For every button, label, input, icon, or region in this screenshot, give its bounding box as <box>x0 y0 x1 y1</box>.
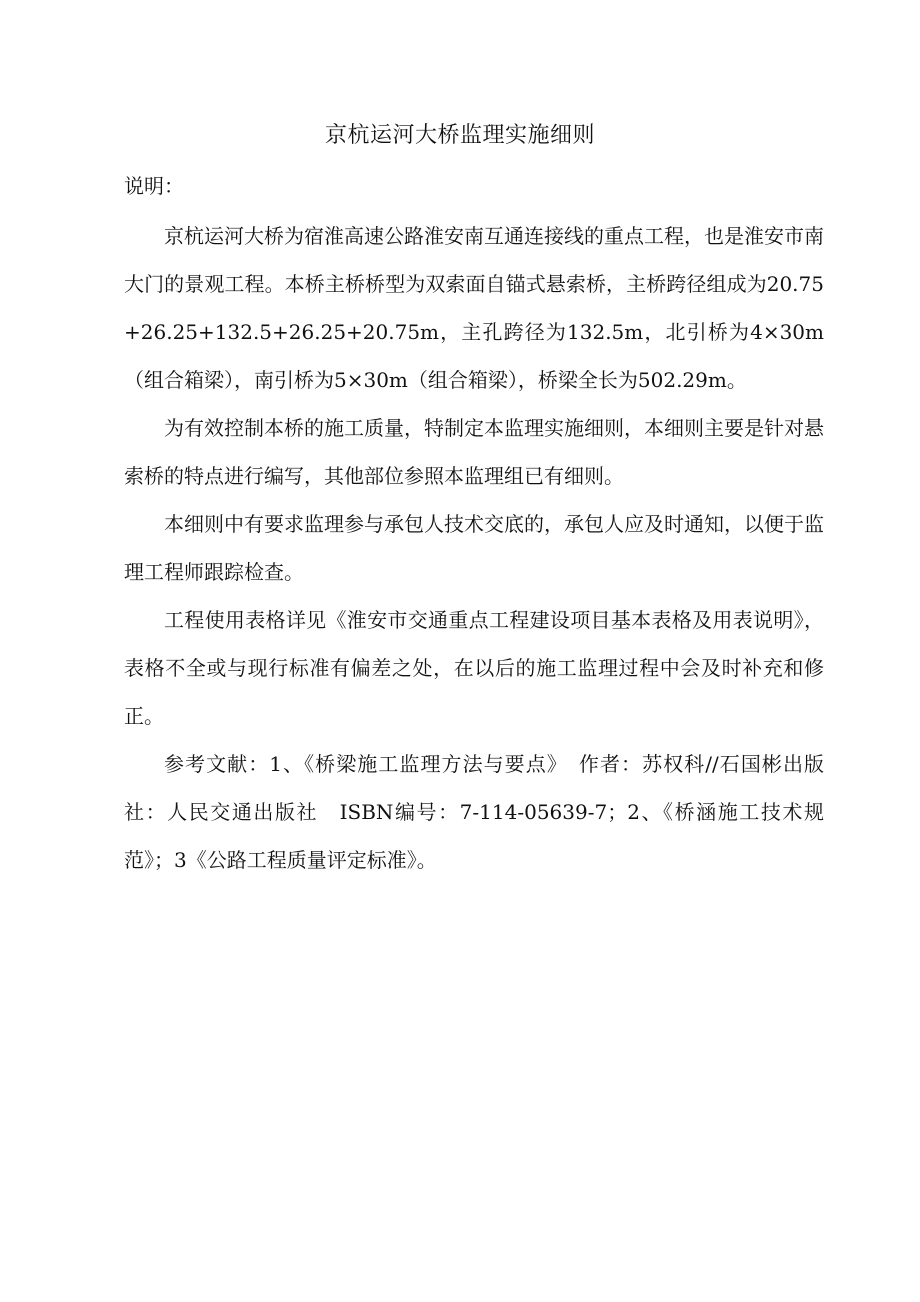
paragraph-forms: 工程使用表格详见《淮安市交通重点工程建设项目基本表格及用表说明》，表格不全或与现行标准有偏差之处，在以后的施工监理过程中会及时补充和修正。 <box>124 608 824 728</box>
paragraph-purpose: 为有效控制本桥的施工质量，特制定本监理实施细则，本细则主要是针对悬索桥的特点进行编写，其他部位参照本监理组已有细则。 <box>124 416 824 488</box>
paragraph-notification: 本细则中有要求监理参与承包人技术交底的，承包人应及时通知，以便于监理工程师跟踪检查。 <box>124 512 824 584</box>
section-label: 说明： <box>124 174 184 198</box>
document-body <box>124 212 824 884</box>
document-title: 京杭运河大桥监理实施细则 <box>324 123 595 148</box>
paragraph-overview: 京杭运河大桥为宿淮高速公路淮安南互通连接线的重点工程，也是淮安市南大门的景观工程。本桥主桥桥型为双索面自锚式悬索桥，主桥跨径组成为20.75+26.25+132.5+26.25+20.75m，主孔跨径为132.5m，北引桥为4×30m（组合箱梁），南引桥为5×30m（组合箱梁），桥梁全长为502.29m。 <box>124 224 824 392</box>
paragraph-references: 参考文献：1、《桥梁施工监理方法与要点》 作者：苏权科//石国彬出版社：人民交通出版社 ISBN编号：7-114-05639-7；2、《桥涵施工技术规范》；3《公路工程质量评定标准》。 <box>124 752 824 872</box>
